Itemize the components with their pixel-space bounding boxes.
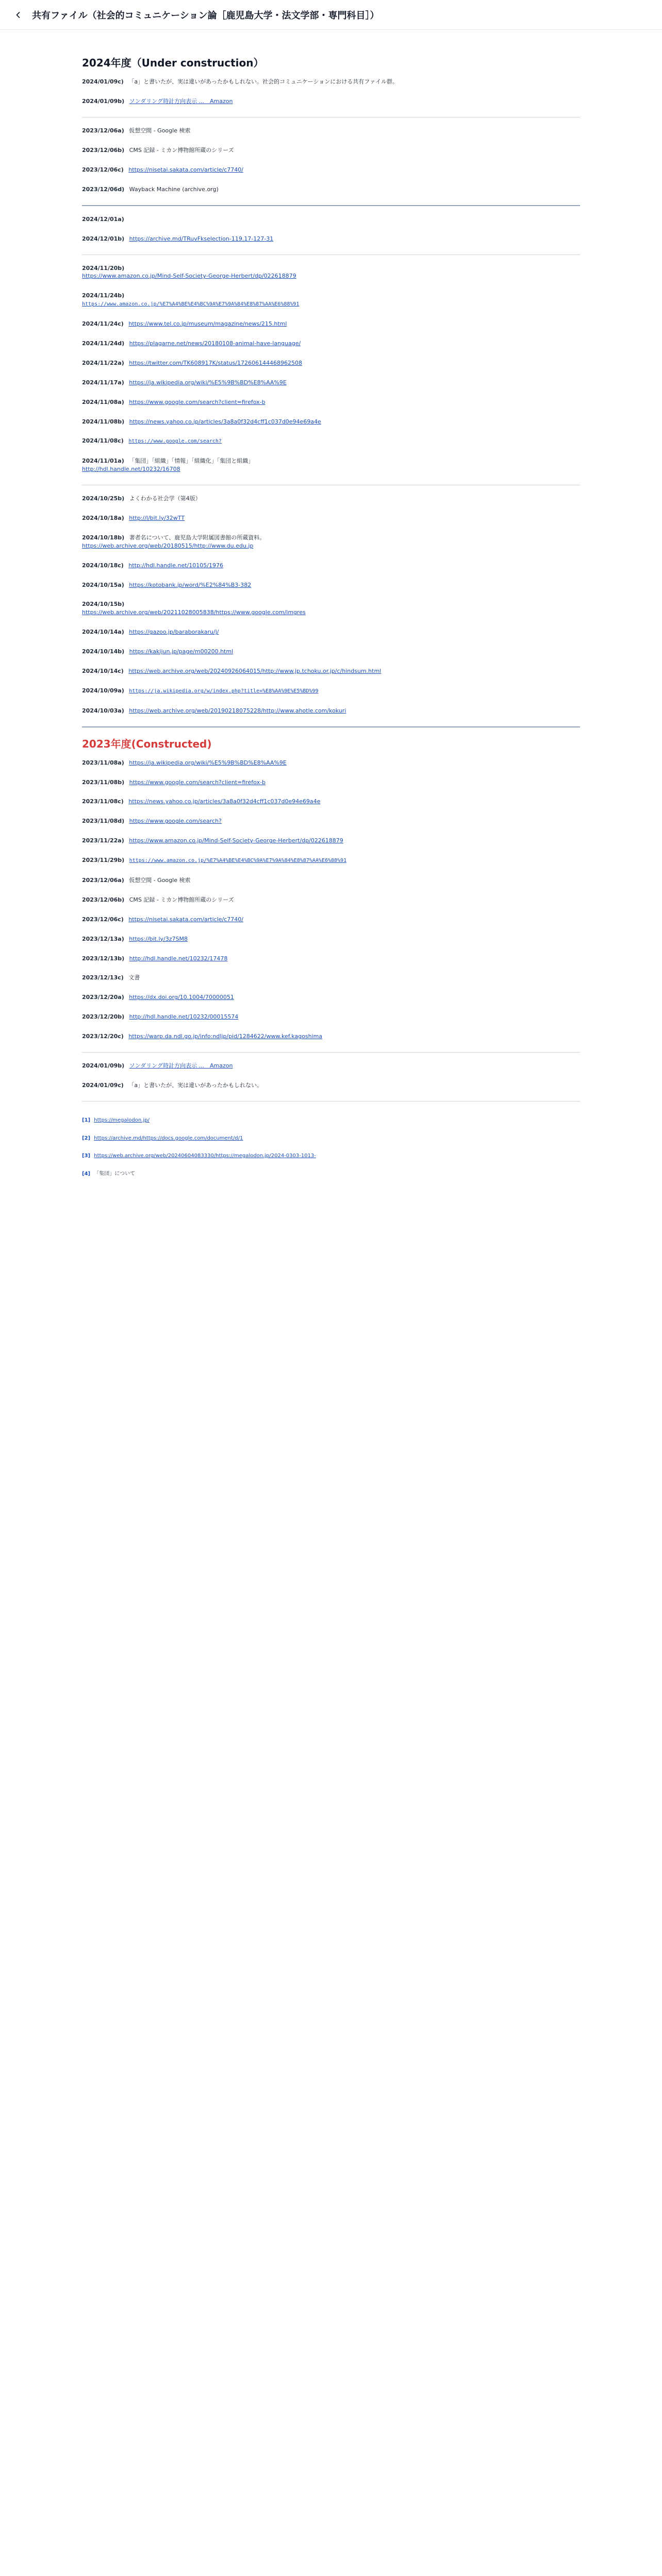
- entry-link[interactable]: https://ja.wikipedia.org/wiki/%E5%9B%BD%E8%AA%9E: [129, 379, 287, 386]
- entry-link[interactable]: https://archive.md/TRuvFkselection-119.17-127-31: [129, 235, 274, 242]
- entry-date: 2024/10/03a): [82, 707, 124, 714]
- entry-date: 2023/12/20c): [82, 1033, 124, 1040]
- entry: [82, 667, 580, 675]
- entry-date: 2024/10/18c): [82, 562, 124, 569]
- entry-date: 2024/10/14b): [82, 648, 125, 655]
- entry-date: 2024/01/09c): [82, 78, 124, 85]
- entry: [82, 778, 580, 787]
- entry: [82, 320, 580, 328]
- entry: [82, 562, 580, 570]
- entry: [82, 514, 580, 522]
- entry: [82, 457, 580, 473]
- entry: [82, 235, 580, 243]
- footnotes: [82, 1117, 580, 1178]
- entry-link[interactable]: https://warp.da.ndl.go.jp/info:ndljp/pid/1284622/www.kef.kagoshima: [128, 1033, 323, 1040]
- entry-date: 2023/11/08d): [82, 818, 125, 825]
- entry-date: 2024/10/15a): [82, 581, 124, 588]
- entry-text: 「a」と書いたが、実は違いがあったかもしれない。: [128, 1082, 262, 1089]
- entry: [82, 687, 580, 696]
- entry-link[interactable]: ソンダリング時計方向表示 ... Amazon: [129, 97, 233, 105]
- entry-text: CMS 記録 - ミカン博物館所蔵のシリーズ: [129, 896, 234, 903]
- entry-date: 2024/10/09a): [82, 687, 124, 694]
- entry: [82, 817, 580, 825]
- entry-date: 2024/11/24d): [82, 340, 125, 347]
- footnote: [82, 1153, 580, 1160]
- entry-link[interactable]: https://kakijun.jp/page/m00200.html: [129, 648, 234, 655]
- entry-date: 2024/11/08c): [82, 437, 124, 445]
- entry-text: 「集団」「組織」「情報」「組織化」「集団と組織」: [129, 457, 254, 464]
- footnote-number[interactable]: [1]: [82, 1117, 91, 1124]
- entry-link[interactable]: http://hdl.handle.net/10232/17478: [129, 955, 228, 962]
- entry-text: 仮想空間 - Google 検索: [129, 876, 191, 884]
- entry-link[interactable]: https://bit.ly/3z7SM8: [129, 935, 188, 942]
- entry-text: CMS 記録 - ミカン博物館所蔵のシリーズ: [129, 146, 234, 154]
- entry-date: 2023/11/22a): [82, 837, 124, 844]
- entry-date: 2024/10/18a): [82, 514, 124, 521]
- entry-date: 2023/12/06c): [82, 166, 124, 173]
- entry: [82, 759, 580, 767]
- entry: [82, 1013, 580, 1021]
- entry-date: 2024/12/01a): [82, 215, 124, 223]
- entry-date: 2023/12/06b): [82, 896, 125, 903]
- document-title: 共有ファイル（社会的コミュニケーション論［鹿児島大学・法文学部・専門科目］）: [32, 10, 379, 21]
- entry-date: 2023/11/29b): [82, 857, 125, 864]
- entry: [82, 264, 580, 281]
- entry-link[interactable]: https://www.google.com/search?client=firefox-b: [129, 398, 266, 405]
- footnote: [82, 1135, 580, 1143]
- entry-date: 2024/01/09b): [82, 97, 125, 105]
- entry-link[interactable]: https://gazoo.jp/baraborakaru/j/: [129, 629, 219, 636]
- entry-link[interactable]: https://www.amazon.co.jp/%E7%A4%BE%E4%BC%9A%E7%9A%84%E8%87%AA%E6%88%91: [82, 301, 300, 308]
- entry-link[interactable]: https://plagarne.net/news/20180108-animal-have-language/: [129, 340, 301, 347]
- entry-link[interactable]: https://www.amazon.co.jp/%E7%A4%BE%E4%BC%9A%E7%9A%84%E8%87%AA%E6%88%91: [129, 858, 347, 864]
- entry: [82, 78, 580, 86]
- entry-link[interactable]: ソンダリング時計方向表示 ... Amazon: [129, 1062, 233, 1070]
- top-bar: [0, 0, 662, 30]
- entry-link[interactable]: https://www.google.com/search?: [128, 438, 222, 445]
- entry: [82, 837, 580, 845]
- entry-date: 2024/12/01b): [82, 235, 125, 242]
- entry: [82, 896, 580, 904]
- entry-link[interactable]: https://news.yahoo.co.jp/articles/3a8a0f32d4cff1c037d0e94e69a4e: [129, 418, 321, 425]
- entry: [82, 935, 580, 943]
- entry-link[interactable]: https://twitter.com/TK608917K/status/172606144468962508: [129, 359, 302, 366]
- entry: [82, 379, 580, 387]
- section-heading-2023: 2023年度(Constructed): [82, 737, 212, 750]
- entry-link[interactable]: https://ja.wikipedia.org/w/index.php?title=%E8%AA%9E%E5%BD%99: [129, 688, 319, 694]
- entry: [82, 1081, 580, 1090]
- entry-date: 2024/01/09c): [82, 1082, 124, 1089]
- entry-date: 2023/11/08a): [82, 759, 124, 766]
- entry: [82, 185, 580, 194]
- divider: [82, 726, 580, 727]
- entry-date: 2024/01/09b): [82, 1062, 125, 1070]
- entry: [82, 628, 580, 636]
- entry-date: 2023/11/08b): [82, 778, 125, 786]
- entry-date: 2023/12/13b): [82, 955, 125, 962]
- document-page: [65, 39, 597, 1204]
- entry-date: 2024/11/08b): [82, 418, 125, 425]
- entry: [82, 600, 580, 617]
- entry: [82, 292, 580, 308]
- footnote-number[interactable]: [3]: [82, 1153, 91, 1159]
- entry-date: 2024/11/17a): [82, 379, 124, 386]
- entry-date: 2024/11/20b): [82, 264, 125, 272]
- divider: [82, 205, 580, 206]
- entry-date: 2024/10/14c): [82, 668, 124, 675]
- entry: [82, 359, 580, 367]
- entry-link[interactable]: https://dx.doi.org/10.1004/70000051: [129, 994, 234, 1001]
- entry-date: 2024/10/18b): [82, 534, 125, 541]
- entry-link[interactable]: https://www.tel.co.jp/museum/magazine/news/215.html: [128, 320, 287, 327]
- entry: [82, 534, 580, 550]
- entry-date: 2023/12/06b): [82, 146, 125, 154]
- entry-link[interactable]: https://web.archive.org/web/20211028005838/https://www.google.com/imgres: [82, 609, 306, 616]
- footnote-link[interactable]: https://megalodon.jp/: [94, 1117, 150, 1124]
- entry: [82, 97, 580, 106]
- entry-date: 2023/11/08c): [82, 798, 124, 805]
- entry: [82, 955, 580, 963]
- entry-text: Wayback Machine (archive.org): [129, 185, 219, 193]
- entry: [82, 1032, 580, 1041]
- entry-link[interactable]: https://www.amazon.co.jp/Mind-Self-Society-George-Herbert/dp/022618879: [129, 837, 343, 844]
- entry-date: 2024/11/24c): [82, 320, 124, 327]
- entry: [82, 146, 580, 155]
- entries-2023: [82, 759, 580, 1090]
- entry: [82, 648, 580, 656]
- entry-link[interactable]: http://hdl.handle.net/10232/16708: [82, 465, 180, 472]
- entry-date: 2023/12/20b): [82, 1013, 125, 1021]
- entry-link[interactable]: https://web.archive.org/web/20180515/http://www.du.edu.jp: [82, 542, 254, 549]
- entry-text: 「a」と書いたが、実は違いがあったかもしれない。社会的コミュニケーションにおける共有ファイル群。: [128, 78, 399, 85]
- footnote-link[interactable]: https://web.archive.org/web/20240604083330/https://megalodon.jp/2024-0303-1013-: [94, 1153, 316, 1159]
- entry-link[interactable]: http://l/bit.ly/32wTT: [129, 514, 185, 521]
- entry-date: 2023/12/20a): [82, 994, 124, 1001]
- entry: [82, 127, 580, 135]
- entry-link[interactable]: https://ja.wikipedia.org/wiki/%E5%9B%BD%E8%AA%9E: [129, 759, 287, 766]
- entry: [82, 856, 580, 865]
- entry: [82, 398, 580, 406]
- entry-link[interactable]: https://web.archive.org/web/20190218075228/http://www.ahotle.com/kokuri: [129, 707, 346, 714]
- entry-date: 2024/10/15b): [82, 601, 125, 608]
- entry-link[interactable]: https://www.amazon.co.jp/Mind-Self-Society-George-Herbert/dp/022618879: [82, 273, 296, 280]
- entry-text: 仮想空間 - Google 検索: [129, 127, 191, 134]
- footnote-number[interactable]: [4]: [82, 1171, 91, 1177]
- entry-link[interactable]: https://kotobank.jp/word/%E2%84%B3-382: [129, 581, 252, 588]
- entry-date: 2023/12/06c): [82, 916, 124, 923]
- entries-2024: [82, 78, 580, 715]
- entry: [82, 993, 580, 1002]
- entry-date: 2023/12/13c): [82, 974, 124, 981]
- entry-date: 2023/12/06a): [82, 127, 124, 134]
- entry: [82, 215, 580, 224]
- entry: [82, 437, 580, 446]
- entry-link[interactable]: http://hdl.handle.net/10232/00015574: [129, 1013, 239, 1021]
- entry: [82, 340, 580, 348]
- entry: [82, 916, 580, 924]
- entry-date: 2024/11/01a): [82, 457, 124, 464]
- entry-link[interactable]: https://news.yahoo.co.jp/articles/3a8a0f32d4cff1c037d0e94e69a4e: [128, 798, 321, 805]
- footnote: [82, 1117, 580, 1125]
- entry: [82, 581, 580, 589]
- entry-text: 著者名について、鹿児島大学附属図書館の所蔵資料。: [129, 534, 266, 541]
- entry-date: 2024/11/24b): [82, 292, 125, 299]
- entry-date: 2023/12/13a): [82, 935, 124, 942]
- entry-link[interactable]: https://www.google.com/search?client=firefox-b: [129, 778, 266, 786]
- footnote: [82, 1171, 580, 1178]
- footnote-link[interactable]: https://archive.md/https://docs.google.com/document/d/1: [94, 1135, 243, 1141]
- entry: [82, 707, 580, 715]
- back-button[interactable]: [9, 6, 27, 24]
- entry-link[interactable]: http://hdl.handle.net/10105/1976: [128, 562, 223, 569]
- arrow-left-icon: [13, 10, 23, 20]
- entry: [82, 798, 580, 806]
- entry: [82, 974, 580, 982]
- entry-link[interactable]: https://www.google.com/search?: [129, 818, 222, 825]
- entry-date: 2024/10/14a): [82, 629, 124, 636]
- entry-link[interactable]: https://nisetai.sakata.com/article/c7740/: [128, 916, 243, 923]
- entry-date: 2024/11/22a): [82, 359, 124, 366]
- entry: [82, 1062, 580, 1070]
- divider: [82, 1052, 580, 1053]
- entry: [82, 418, 580, 426]
- section-heading-2024: 2024年度（Under construction）: [82, 57, 264, 69]
- footnote-text: 「集団」について: [94, 1171, 136, 1177]
- entry-date: 2024/10/25b): [82, 495, 125, 502]
- entry: [82, 495, 580, 503]
- entry-text: よくわかる社会学（第4版）: [129, 495, 201, 502]
- entry: [82, 166, 580, 174]
- entry-date: 2023/12/06a): [82, 876, 124, 884]
- entry-date: 2023/12/06d): [82, 185, 125, 193]
- entry-link[interactable]: https://web.archive.org/web/20240926064015/http://www.jp.tchoku.or.jp/c/hindsum.html: [128, 668, 382, 675]
- entry: [82, 876, 580, 885]
- entry-date: 2024/11/08a): [82, 398, 124, 405]
- entry-link[interactable]: https://nisetai.sakata.com/article/c7740/: [128, 166, 243, 173]
- entry-text: 文書: [128, 974, 140, 981]
- footnote-number[interactable]: [2]: [82, 1135, 91, 1141]
